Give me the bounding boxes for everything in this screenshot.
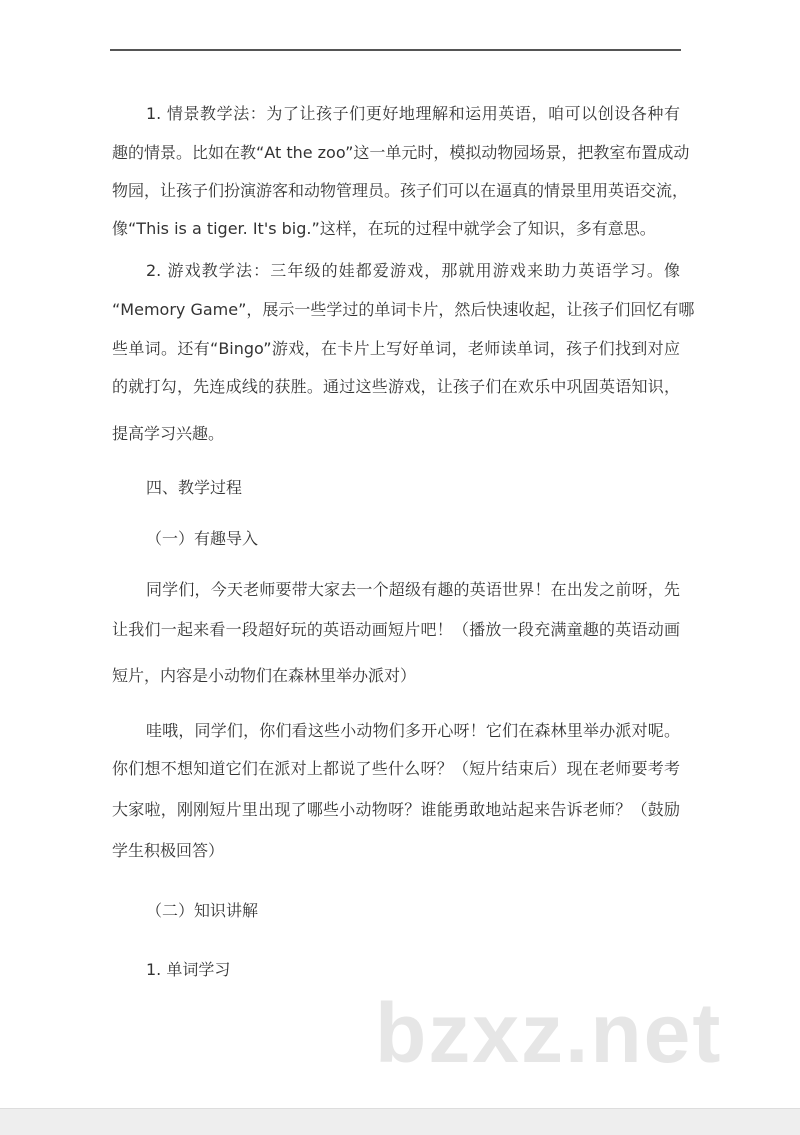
paragraph-line: 同学们，今天老师要带大家去一个超级有趣的英语世界！在出发之前呀，先 — [146, 580, 680, 599]
paragraph-line: 大家啦，刚刚短片里出现了哪些小动物呀？谁能勇敢地站起来告诉老师？（鼓励 — [112, 800, 680, 819]
section-heading: 四、教学过程 — [146, 478, 243, 497]
paragraph-line: 让我们一起来看一段超好玩的英语动画短片吧！（播放一段充满童趣的英语动画 — [112, 620, 680, 639]
paragraph-line: 些单词。还有“Bingo”游戏，在卡片上写好单词，老师读单词，孩子们找到对应 — [112, 339, 680, 358]
section-heading: 1. 单词学习 — [146, 960, 231, 979]
page-bottom-edge — [0, 1108, 800, 1135]
paragraph-line: 1. 情景教学法：为了让孩子们更好地理解和运用英语，咱可以创设各种有 — [146, 104, 680, 123]
paragraph-line: 像“This is a tiger. It's big.”这样，在玩的过程中就学会了知识，多有意思。 — [112, 219, 656, 238]
paragraph-line: 趣的情景。比如在教“At the zoo”这一单元时，模拟动物园场景，把教室布置成动 — [112, 143, 690, 162]
header-rule — [110, 49, 681, 51]
paragraph-line: 短片，内容是小动物们在森林里举办派对） — [112, 666, 417, 685]
paragraph-line: “Memory Game”，展示一些学过的单词卡片，然后快速收起，让孩子们回忆有哪 — [112, 300, 695, 319]
paragraph-line: 2. 游戏教学法：三年级的娃都爱游戏，那就用游戏来助力英语学习。像 — [146, 261, 680, 280]
paragraph-line: 你们想不想知道它们在派对上都说了些什么呀？（短片结束后）现在老师要考考 — [112, 759, 680, 778]
watermark: bzxz.net — [375, 986, 723, 1080]
paragraph-line: 学生积极回答） — [112, 841, 225, 860]
paragraph-line: 提高学习兴趣。 — [112, 424, 225, 443]
paragraph-line: 哇哦，同学们，你们看这些小动物们多开心呀！它们在森林里举办派对呢。 — [146, 721, 680, 740]
section-heading: （二）知识讲解 — [146, 901, 259, 920]
section-heading: （一）有趣导入 — [146, 529, 259, 548]
paragraph-line: 的就打勾，先连成线的获胜。通过这些游戏，让孩子们在欢乐中巩固英语知识， — [112, 377, 680, 396]
paragraph-line: 物园，让孩子们扮演游客和动物管理员。孩子们可以在逼真的情景里用英语交流， — [112, 181, 689, 200]
